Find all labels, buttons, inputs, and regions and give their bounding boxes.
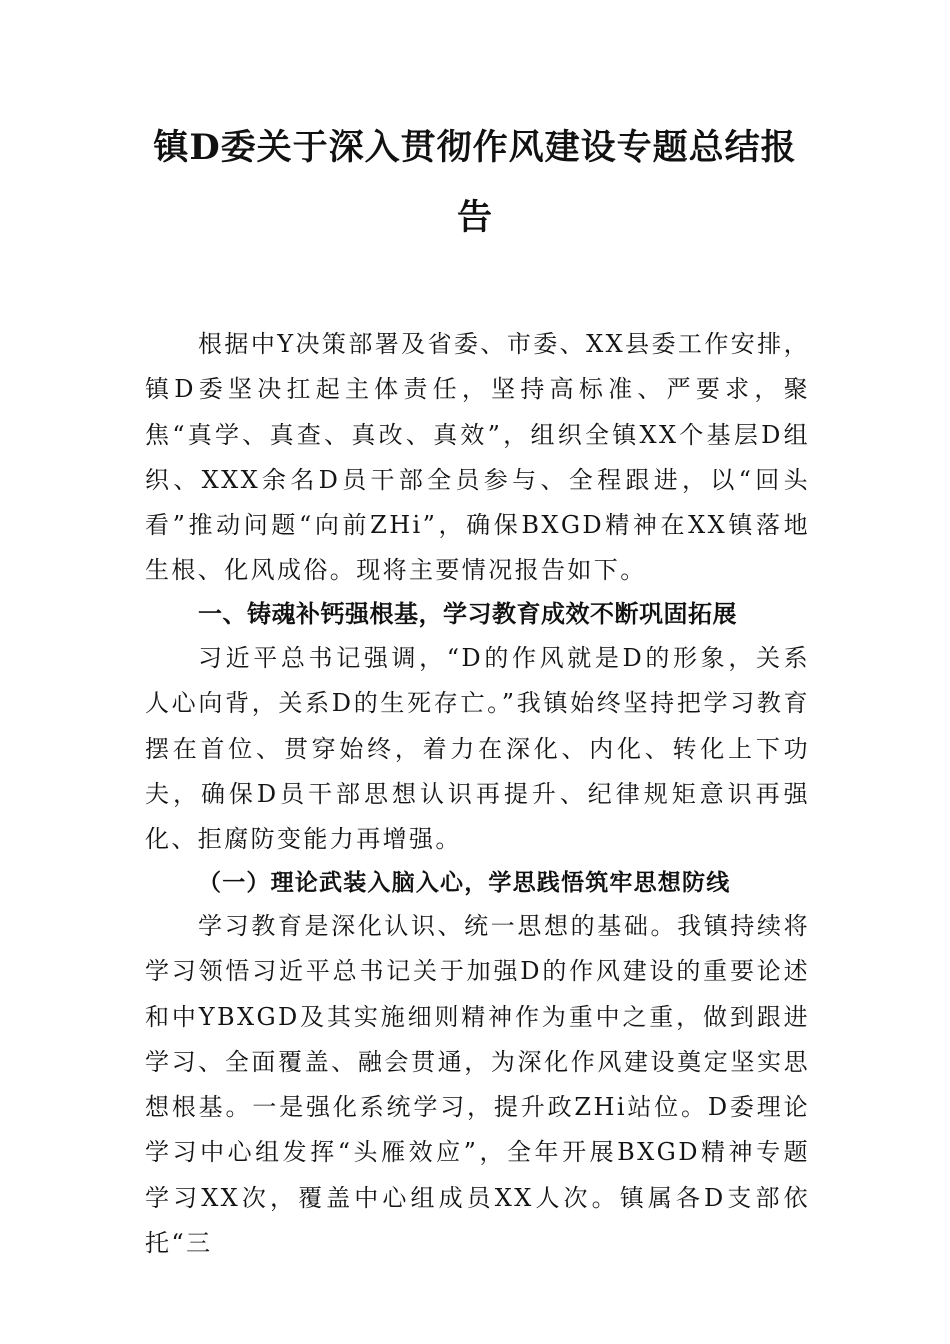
section-heading-1: 一、铸魂补钙强根基，学习教育成效不断巩固拓展: [198, 600, 737, 628]
paragraph-intro: 根据中Y决策部署及省委、市委、XX县委工作安排，镇D委坚决扛起主体责任，坚持高标准、严要求，聚焦“真学、真查、真改、真效”，组织全镇XX个基层D组织、XXX余名D员干部全员参与、全程跟进，以“回头看”推动问题“向前ZHi”，确保BXGD精神在XX镇落地生根、化风成俗。现将主要情况报告如下。: [145, 330, 810, 585]
paragraph-subsection-1: 学习教育是深化认识、统一思想的基础。我镇持续将学习领悟习近平总书记关于加强D的作风建设的重要论述和中YBXGD及其实施细则精神作为重中之重，做到跟进学习、全面覆盖、融会贯通，为深化作风建设奠定坚实思想根基。一是强化系统学习，提升政ZHi站位。D委理论学习中心组发挥“头雁效应”，全年开展BXGD精神专题学习XX次，覆盖中心组成员XX人次。镇属各D支部依托“三: [145, 912, 810, 1258]
paragraph-section-1: 习近平总书记强调，“D的作风就是D的形象，关系人心向背，关系D的生死存亡。”我镇始终坚持把学习教育摆在首位、贯穿始终，着力在深化、内化、转化上下功夫，确保D员干部思想认识再提升、纪律规矩意识再强化、拒腐防变能力再增强。: [145, 644, 810, 854]
document-title-line-2: 告: [456, 197, 493, 238]
document-title-line-1: 镇D委关于深入贯彻作风建设专题总结报: [153, 127, 797, 168]
subsection-heading-1: （一）理论武装入脑入心，学思践悟筑牢思想防线: [198, 869, 731, 896]
